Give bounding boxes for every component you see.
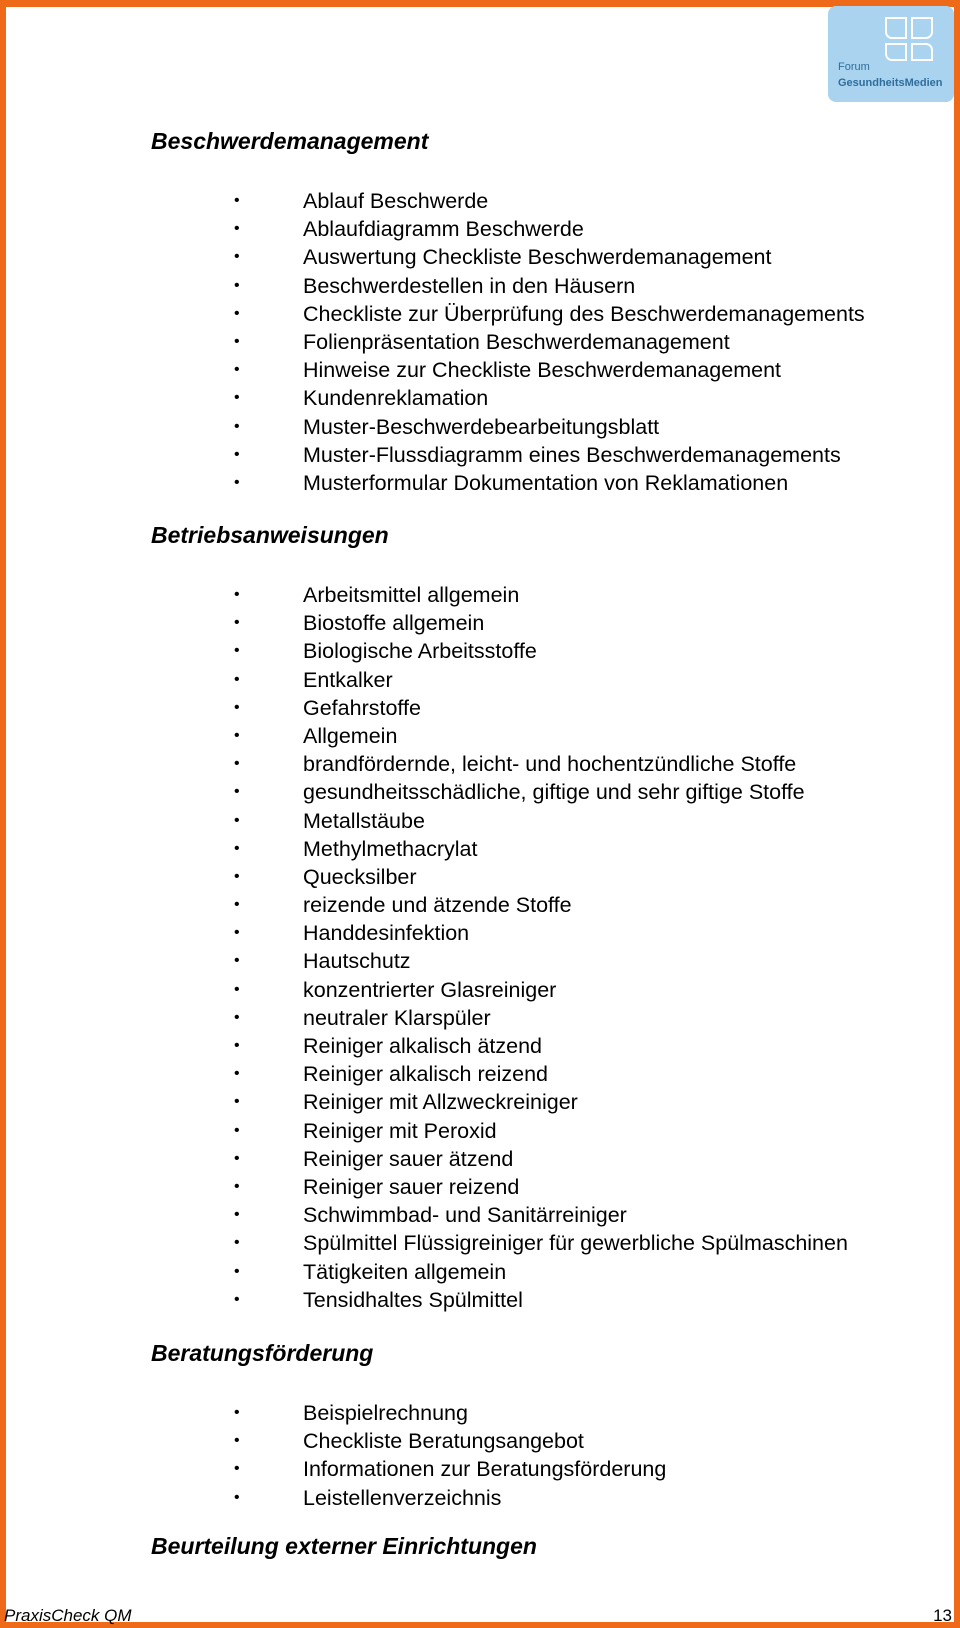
bullet-icon: • <box>234 417 240 435</box>
list-item-text: Informationen zur Beratungsförderung <box>303 1457 667 1482</box>
bullet-icon: • <box>234 839 240 857</box>
clover-logo-icon <box>882 14 938 62</box>
bullet-icon: • <box>234 1177 240 1195</box>
list-item-text: Hinweise zur Checkliste Beschwerdemanagement <box>303 358 781 383</box>
list-item-text: Hautschutz <box>303 949 411 974</box>
footer-title: PraxisCheck QM <box>4 1606 132 1625</box>
list-item-text: Reiniger sauer ätzend <box>303 1146 514 1171</box>
bullet-icon: • <box>234 192 240 209</box>
list-item-text: Auswertung Checkliste Beschwerdemanagement <box>303 245 772 270</box>
list-item-text: Metallstäube <box>303 808 425 833</box>
bullet-icon: • <box>234 783 240 801</box>
list-item-text: Gefahrstoffe <box>303 695 421 720</box>
list-item-text: Spülmittel Flüssigreiniger für gewerbliche Spülmaschinen <box>303 1231 848 1256</box>
bullet-icon: • <box>234 1488 240 1506</box>
bullet-icon: • <box>234 248 240 266</box>
bullet-icon: • <box>234 1149 240 1167</box>
bullet-icon: • <box>234 1206 240 1224</box>
list-item-text: Entkalker <box>303 667 393 692</box>
bullet-icon: • <box>234 1037 240 1054</box>
list-item-text: Leistellenverzeichnis <box>303 1485 502 1510</box>
list-item-text: Quecksilber <box>303 864 417 889</box>
bullet-icon: • <box>234 755 240 773</box>
list-item-text: Reiniger alkalisch reizend <box>303 1062 548 1087</box>
list-item-text: Checkliste zur Überprüfung des Beschwerdemanagements <box>303 301 865 326</box>
list-item-text: Biologische Arbeitsstoffe <box>303 639 537 664</box>
bullet-icon: • <box>234 361 240 379</box>
bullet-icon: • <box>234 332 240 350</box>
list-item-text: Reiniger mit Peroxid <box>303 1118 497 1143</box>
section-title: Beratungsförderung <box>151 1340 374 1366</box>
list-item-text: Muster-Flussdiagramm eines Beschwerdemanagements <box>303 442 841 467</box>
bullet-icon: • <box>234 614 240 632</box>
bullet-icon: • <box>234 1065 240 1083</box>
bullet-icon: • <box>234 698 240 716</box>
bullet-icon: • <box>234 220 240 238</box>
bullet-icon: • <box>234 1404 240 1421</box>
list-item-text: reizende und ätzende Stoffe <box>303 893 572 918</box>
bullet-icon: • <box>234 1290 240 1308</box>
list-item-text: Arbeitsmittel allgemein <box>303 583 520 607</box>
list-item-text: Reiniger alkalisch ätzend <box>303 1034 543 1058</box>
list-item-text: Muster-Beschwerdebearbeitungsblatt <box>303 414 660 439</box>
list-item-text: Tätigkeiten allgemein <box>303 1259 507 1284</box>
bullet-icon: • <box>234 670 240 688</box>
list-item-text: Kundenreklamation <box>303 386 489 411</box>
list-item-text: Beispielrechnung <box>303 1401 468 1425</box>
list-item-text: Schwimmbad- und Sanitärreiniger <box>303 1203 627 1228</box>
bullet-icon: • <box>234 473 240 491</box>
bullet-icon: • <box>234 1460 240 1478</box>
section-title: Beschwerdemanagement <box>151 128 429 154</box>
bullet-icon: • <box>234 980 240 998</box>
list-item-text: Methylmethacrylat <box>303 836 478 861</box>
bullet-icon: • <box>234 276 240 294</box>
list-item-text: gesundheitsschädliche, giftige und sehr giftige Stoffe <box>303 780 805 805</box>
bullet-icon: • <box>234 811 240 829</box>
logo-text-gesundheitsmedien: GesundheitsMedien <box>838 77 943 89</box>
section-title: Beurteilung externer Einrichtungen <box>151 1533 537 1559</box>
bullet-icon: • <box>234 896 240 914</box>
bullet-icon: • <box>234 726 240 744</box>
list-item-text: neutraler Klarspüler <box>303 1005 491 1030</box>
section-title: Betriebsanweisungen <box>151 522 389 548</box>
bullet-icon: • <box>234 586 240 603</box>
list-item-text: Reiniger sauer reizend <box>303 1174 520 1199</box>
bullet-icon: • <box>234 1121 240 1139</box>
list-item-text: Biostoffe allgemein <box>303 611 485 636</box>
list-item-text: Ablaufdiagramm Beschwerde <box>303 217 584 242</box>
list-item-text: Handdesinfektion <box>303 921 470 946</box>
list-item-text: konzentrierter Glasreiniger <box>303 977 557 1002</box>
bullet-icon: • <box>234 924 240 942</box>
list-item-text: Allgemein <box>303 723 398 748</box>
list-item-text: brandfördernde, leicht- und hochentzündliche Stoffe <box>303 752 797 777</box>
bullet-icon: • <box>234 952 240 970</box>
forum-logo <box>828 6 954 102</box>
bullet-icon: • <box>234 445 240 463</box>
bullet-icon: • <box>234 1262 240 1280</box>
list-item-text: Reiniger mit Allzweckreiniger <box>303 1090 578 1115</box>
bullet-icon: • <box>234 867 240 885</box>
list-item-text: Folienpräsentation Beschwerdemanagement <box>303 329 730 354</box>
bullet-icon: • <box>234 1008 240 1026</box>
bullet-icon: • <box>234 1093 240 1111</box>
bullet-icon: • <box>234 1432 240 1450</box>
page-number: 13 <box>933 1606 952 1625</box>
list-item-text: Musterformular Dokumentation von Reklamationen <box>303 470 789 495</box>
list-item-text: Beschwerdestellen in den Häusern <box>303 273 636 298</box>
bullet-icon: • <box>234 642 240 660</box>
list-item-text: Ablauf Beschwerde <box>303 189 489 213</box>
bullet-icon: • <box>234 1234 240 1252</box>
list-item-text: Checkliste Beratungsangebot <box>303 1429 584 1454</box>
bullet-icon: • <box>234 389 240 407</box>
bullet-icon: • <box>234 304 240 322</box>
logo-text-forum: Forum <box>838 61 870 73</box>
list-item-text: Tensidhaltes Spülmittel <box>303 1287 523 1312</box>
